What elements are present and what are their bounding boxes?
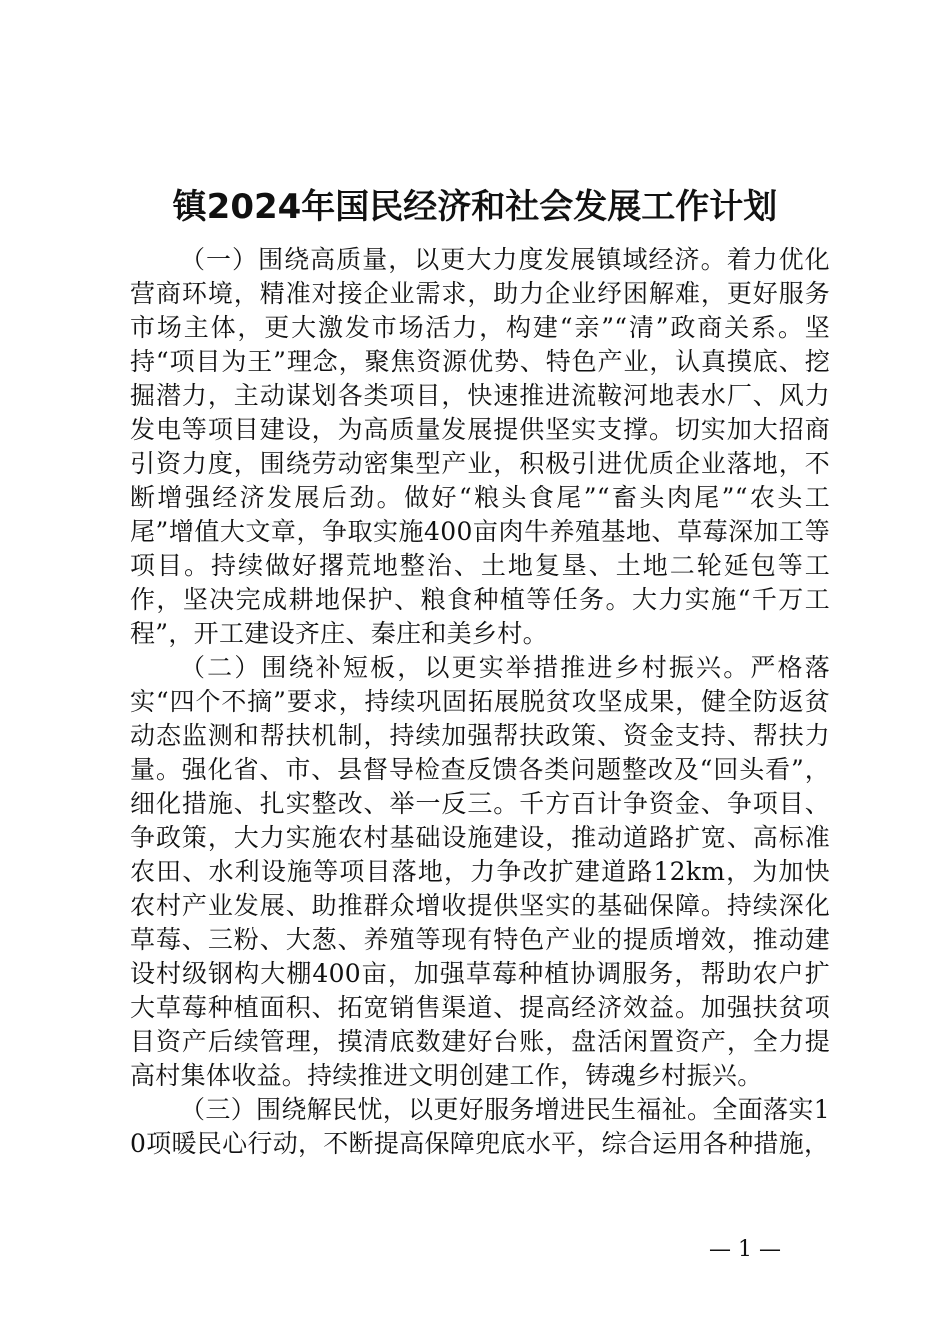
paragraph-2: （二）围绕补短板，以更实举措推进乡村振兴。严格落实“四个不摘”要求，持续巩固拓展脱贫攻坚成果，健全防返贫动态监测和帮扶机制，持续加强帮扶政策、资金支持、帮扶力量。强化省、市、县督导检查反馈各类问题整改及“回头看”，细化措施、扎实整改、举一反三。千方百计争资金、争项目、争政策，大力实施农村基础设施建设，推动道路扩宽、高标准农田、水利设施等项目落地，力争改扩建道路12km，为加快农村产业发展、助推群众增收提供坚实的基础保障。持续深化草莓、三粉、大葱、养殖等现有特色产业的提质增效，推动建设村级钢构大棚400亩，加强草莓种植协调服务，帮助农户扩大草莓种植面积、拓宽销售渠道、提高经济效益。加强扶贫项目资产后续管理，摸清底数建好台账，盘活闲置资产，全力提高村集体收益。持续推进文明创建工作，铸魂乡村振兴。 xyxy=(130,653,830,1090)
document-body xyxy=(130,243,830,1161)
document-title: 镇2024年国民经济和社会发展工作计划 xyxy=(172,187,778,227)
paragraph-3: （三）围绕解民忧，以更好服务增进民生福祉。全面落实10项暖民心行动，不断提高保障兜底水平，综合运用各种措施， xyxy=(130,1095,830,1158)
page-number: — 1 — xyxy=(709,1237,781,1262)
paragraph-1: （一）围绕高质量，以更大力度发展镇域经济。着力优化营商环境，精准对接企业需求，助力企业纾困解难，更好服务市场主体，更大激发市场活力，构建“亲”“清”政商关系。坚持“项目为王”理念，聚焦资源优势、特色产业，认真摸底、挖掘潜力，主动谋划各类项目，快速推进流鞍河地表水厂、风力发电等项目建设，为高质量发展提供坚实支撑。切实加大招商引资力度，围绕劳动密集型产业，积极引进优质企业落地，不断增强经济发展后劲。做好“粮头食尾”“畜头肉尾”“农头工尾”增值大文章，争取实施400亩肉牛养殖基地、草莓深加工等项目。持续做好撂荒地整治、土地复垦、土地二轮延包等工作，坚决完成耕地保护、粮食种植等任务。大力实施“千万工程”，开工建设齐庄、秦庄和美乡村。 xyxy=(130,245,830,648)
